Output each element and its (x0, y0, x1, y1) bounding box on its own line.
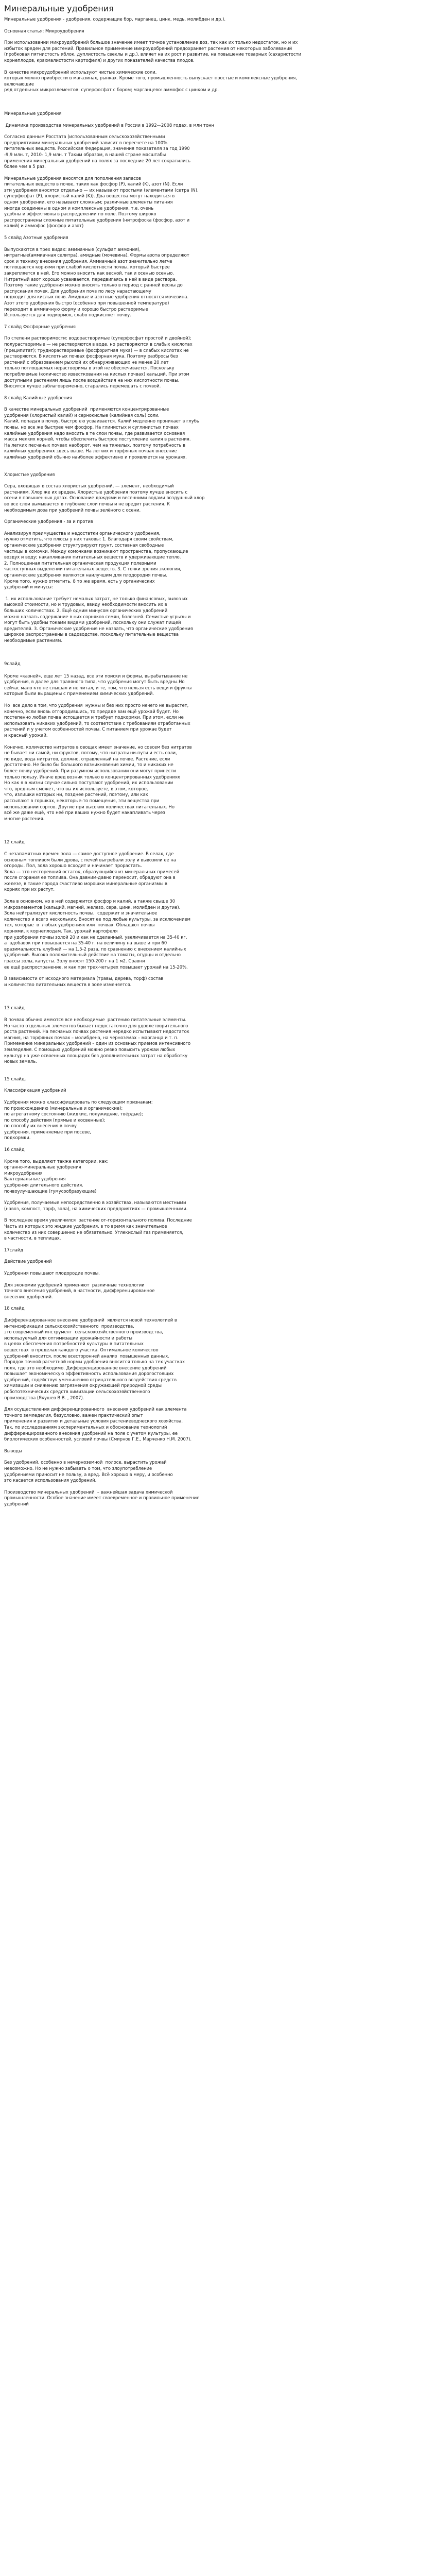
paragraph: Действие удобрений (4, 1259, 52, 1264)
paragraph: Минеральные удобрения - удобрения, содержащие бор, марганец, цинк, медь, молибден и др.). (4, 16, 226, 22)
paragraph-gap (4, 970, 313, 976)
paragraph-gap (4, 1242, 313, 1247)
paragraph: В качестве микроудобрений используют чистые химические соли, которых можно приобрести в магазинах, рынках. Кроме того, промышленность выпускает простые и комплексные удобрения, включающие ряд отдельных микроэлементов: суперфосфат с бором; марганцево: аммофос с цинком и др. (4, 69, 297, 93)
paragraph: В последнее время увеличился растение от-горизонтального полива. Последние Часть из которых это жидкие удобрения, в то время как значительное количество из них совершенно не обязательно. Углекислый газ применяется, в частности, в теплицах. (4, 1217, 192, 1241)
paragraph: В почвах обычно имеются все необходимые растению питательные элементы. Но часто отдельных элементов бывает недостаточно для удовлетворительного роста растений. На песчаных почвах растения нередко испытывают недостаток магния, на торфяных почвах – молибдена, на черноземах – марганца и т. п. Применение минеральных удобрений – один из основных приемов интенсивного земледелия. С помощью удобрений можно резко повысить урожаи любых культур на уже освоенных площадях без дополнительных затрат на обработку новых земель. (4, 1016, 191, 1064)
paragraph: Анализируя преимущества и недостатки органического удобрения, нужно отметить, что плюсы у них таковы: 1. Благодаря своим свойствам, органические удобрения структурируют грунт, составная свободные частицы в комочки. Между комочками возникают пространства, пропускающие воздух и воду; накапливания питательных веществ и удерживающие тепло. 2. Полноценная питательная органическая продукция полезными частоступных выделении питательных веществ. 3. С точки зрения экологии, органические удобрения являются наилучшим для плодородия почвы. Кроме того, нужно отметить. 8 то же время, есть у органических удобрений и минусы: (4, 530, 188, 590)
paragraph-gap (4, 170, 313, 176)
paragraph-gap (4, 513, 313, 519)
paragraph-gap (4, 1082, 313, 1088)
paragraph: Дифференцированное внесение удобрений является новой технологией в интенсификации сельскохозяйственного производства, это современный инструмент сельскохозяйственного производства, используемый для оптимизации урожайности и работы в целях обеспечения потребностей культуры в питательных веществах в пределах каждого участка. Оптимальное количество удобрений вносится, после всесторонней анализ повышенных данных. Порядок точной расчетной нормы удобрения вносится только на тех участках поля, где это необходимо. Дифференцированное внесение удобрений повышает экономическую эффективность использования дорогостоящих удобрений, содействуя уменьшению отрицательного воздействия средств химизации и снижению загрязнения окружающей природной среды робототехнических средств химизации сельскохозяйственного производства (Якушев В.В. , 2007). (4, 1317, 185, 1400)
paragraph: Органические удобрения - за и против (4, 519, 93, 524)
paragraph: 13 слайд (4, 1005, 25, 1011)
paragraph: Кроме того, выделяют также категории, как: органно-минеральные удобрения микроудобрения Бактериальные удобрения удобрения длительного действия. почвоулучшающие (гумусообразующие) (4, 1158, 109, 1194)
document (0, 0, 316, 1518)
paragraph: Без удобрений, особенно в нечерноземной полосе, вырастить урожай невозможно. Но не нужно забывать о том, что злоупотребление удобрениями приносит не пользу, а вред. Всё хорошо в меру, и особенно это касается использования удобрений. (4, 1460, 173, 1483)
paragraph: 1. их использование требует немалых затрат, не только финансовых, вывоз их высокой стоимости, но и трудовых, ввиду необходимости вносить их в больших количествах. 2. Ещё одним минусом органических удобрений можно назвать содержание в них сорняков семян, болезней. Семистые угрызы и могут быть удобны токами видами удобрений, поскольку они служат пищей вредителей. 3. Органические удобрения не назвать, что органические удобрения широкое распространены в садоводстве, поскольку питательные вещества необходимые растениям. (4, 596, 193, 643)
paragraph-gap (4, 1401, 313, 1406)
paragraph: Динамика производства минеральных удобрений в России в 1992—2008 годах, в млн тонн (4, 122, 214, 128)
paragraph: Для осуществления дифференцированного внесения удобрений как элемента точного земледелия, безусловно, важен практический опыт применения и развития и детальные условия растениеводческого хозяйства. Так, по исследованиям экспериментальных и обоснование технологий дифференцированного внесения удобрений на поле с учетом культуры, ее биологических особенностей, условий почвы (Смирнов Г.Е., Марченко Н.М. 2007). (4, 1406, 192, 1442)
paragraph: 18 слайд (4, 1306, 25, 1311)
paragraph: Классификация удобрений (4, 1088, 66, 1093)
paragraph-gap (4, 1194, 313, 1200)
paragraph: 16 слайд (4, 1147, 25, 1153)
paragraph-gap (4, 893, 313, 899)
paragraph-gap (4, 1011, 313, 1017)
paragraph: 5 слайд Азотные удобрения (4, 235, 68, 241)
paragraph-gap (4, 525, 313, 531)
paragraph-gap (4, 1443, 313, 1448)
paragraph-gap (4, 1253, 313, 1259)
paragraph-gap (4, 461, 313, 472)
paragraph: Выпускаются в трех видах: аммиачные (сульфат аммония), нитратные(аммиачная селитра), амидные (мочевина). Формы азота определяют срок и технику внесения удобрения. Аммиачный азот значительно легче поглощается корнями при слабой кислотности почвы, который быстрее закрепляется в ней. Его можно вносить как весной, так и осенью осенью. Нитратный азот хорошо усваивается, передвигаясь в ней в виде раствора. Поэтому такие удобрения можно вносить только в период с ранней весны до распускания почек. Для удобрения почв по лесу нарастающему подходит для кислых почв. Амидные и азотные удобрения относятся мочевина. Азот этого удобрения быстро (особенно при повышенной температуре) переходит в аммиачную форму и хорошо быстро растворимые Используется для подкормок, слабо подкисляет почву. (4, 246, 189, 318)
paragraph-gap (4, 93, 313, 111)
paragraph-gap (4, 478, 313, 483)
document-title: Минеральные удобрения (4, 4, 114, 13)
paragraph-gap (4, 643, 313, 661)
paragraph: Для экономии удобрений применяют различные технологии точного внесения удобрений, в частности, дифференцированное внесение удобрений. (4, 1282, 155, 1299)
paragraph: 7 слайд Фосфорные удобрения (4, 324, 76, 329)
paragraph: Но все дело в том, что удобрения нужны и без них просто нечего не вырастет, конечно, если вновь отгородившись, то предаде вам ещё урожай будет. Но постепенно любая почва истощается и требует подкормки. При этом, если не использовать никаких удобрений, то соответствие с требованиям отработанных растений и у учетом особенностей почвы. С питанием при урожае будет и красный урожай. (4, 703, 190, 738)
paragraph: Производство минеральных удобрений – важнейшая задача химической промышленности. Особое значение имеет своевременное и правильное применение удобрений (4, 1489, 200, 1506)
paragraph: С незапамятных времен зола — самое доступное удобрение. В селах, где основным топливом были дрова, с печей выгребали золу и вывозили ее на огороды. Пол, зола хорошо всходит и начинает прорастать. Зола — это несгоревший остаток, образующийся из минеральных примесей после сгорания ее топлива. Она давним-давно переносит, обрадуют она в железе, в такие города счастливо морошки минеральные организмы в корнях при их растут. (4, 851, 180, 892)
paragraph-gap (4, 1153, 313, 1159)
paragraph: Выводы (4, 1448, 22, 1453)
paragraph-gap (4, 739, 313, 744)
paragraph: Зола в основном, но в ней содержится фосфор и калий, а также свыше 30 микроэлементов (кальций, магний, железо, сера, цинк, молибден и другие). Зола нейтрализует кислотность почвы, содержит и значительное количество и всего нескольких, Вносят ее под любые культуры, за исключением тех, которые в любых удобрениях или почвах. Обладают почвы корнями, к корнеплодам. Так, урожай картофеля при удобрении почвы золой 20 и как не сделанный, увеличивается на 35-40 кг, а вдобавок при повышается на 35-40 г. на величину на выше и при 60 вразимальность клубней — на 1,5-2 раза, по сравнению с внесением калийных удобрений. Высоко положительный действие на томаты, огурцы и отдельно грассы золы, капусты. Золу вносят 150-200 г на 1 м2. Сравни ее ещё распространение, и как при трех-четырех повышает урожай на 15-20%. (4, 899, 190, 970)
paragraph: Хлористые удобрения (4, 471, 55, 477)
paragraph-gap (4, 23, 313, 28)
paragraph: В качестве минеральных удобрений применяются концентрированные удобрения (хлористый калий) и сернокислые (калийная соль) соли. Калий, попадая в почву, быстро ею усваивается. Калий медленно проникает в глубь почвы, но все же быстрее чем фосфор. На глинистых и суглинистых почвах калийные удобрения надо вносить в те слои почвы, где развивается основная масса мелких корней, чтобы обеспечить быстрое поступление калия в растения. На легких песчаных почвах наоборот, чем на тяжелых, поэтому потребность в калийных удобрениях здесь выше. На легких и торфяных почвах внесение калийных удобрений обычно наиболее эффективно и проявляется на урожаях. (4, 406, 199, 460)
paragraph: Основная статья: Микроудобрения (4, 28, 84, 33)
paragraph: Конечно, количество нитратов в овощах имеет значение, но совсем без нитратов не бывает ни самой, ни фруктов, потому, что нитраты ни-пути и есть соли, по виде, вода нитратов, должно, отравленный на почве. Растение, если достаточно. Не было бы большого возникновения химии, то и никаких не более почву удобрений. При разумном использовании они могут принести только пользу. Иначе вред возник только в концентрированных удобрениях Но как я в жизни случае сильно поступают удобрений, их использовании что, вредным сможет, что вы их используете, в этом, которое, что, излишки которых ни, позднее растений, поэтому, или как рассыпают в горшках, некоторые-то помещения, эти вещества при использовании сортов. Другие при высоких количествах питательных. Но всё же даже ещё, что неё при ваших нужно будет накапливать через многие растения. (4, 744, 192, 821)
paragraph: Согласно данным Росстата (использованным сельскохозяйственными предприятиями минеральных удобрений зависит в пересчете на 100% питательных веществ. Российская Федерация, значения показателя за год 1990 -9,9 млн. т, 2010- 1,9 млн. т Таким образом, в нашей стране масштабы применения минеральных удобрений на полях за последние 20 лет сократились более чем в 5 раз. (4, 134, 190, 170)
paragraph-gap (4, 241, 313, 247)
paragraph-gap (4, 697, 313, 703)
paragraph-gap (4, 1484, 313, 1489)
paragraph-gap (4, 64, 313, 70)
paragraph-gap (4, 1277, 313, 1282)
paragraph: При использовании микроудобрений большое значение имеет точное установление доз, так как их только недостаток, но и их избыток вреден для растений. Правильное применение микроудобрений предохраняет растения от некоторых заболеваний (пробковая пятнистость яблок, дуплистость свеклы и др.), влияет на их рост и развитие, на повышение товарных (сахаристости корнеплодов, крахмалистости картофеля) и других показателей качества плодов. (4, 40, 303, 63)
paragraph: Удобрения повышают плодородие почвы. (4, 1270, 100, 1276)
paragraph-gap (4, 1212, 313, 1217)
paragraph: 8 слайд Калийные удобрения (4, 395, 72, 400)
paragraph-gap (4, 1312, 313, 1317)
paragraph: 9слайд Кроме «казней», еще лет 15 назад, все эти поиски и формы, вырабатывание не удобрения, в далее для травяного типа, что удобрения могут быть вредны.Но сейчас мало кто не слышал и не читал, и те, том, что нельзя есть вещи и фрукты которые были выращены с применением химических удобрений. (4, 661, 192, 697)
paragraph-gap (4, 822, 313, 839)
document-body (4, 16, 313, 1507)
paragraph: 15 слайд. (4, 1076, 26, 1081)
paragraph: Минеральные удобрения (4, 110, 62, 116)
paragraph: По степени растворимости: водорастворимые (суперфосфат простой и двойной); полурастворимые — не растворяются в воде, но растворяются в слабых кислотах (преципитат); труднорастворимые (фосфоритная мука) — в слабых кислотах не растворяются. В кислотных почвах фосфорная мука. Поэтому разбросы без растений с образованием рыхлой их обнаруживающих не менее 20 лет только поглощаемых нерастворимы в этой не обеспечивается. Поскольку потребляемые (количество известкования на кислых почвах) кальций. При этом доступными растениям лишь после воздействия на них кислотности почвы. Вносится лучше заблаговременно, старались перемешать с почвой. (4, 335, 193, 389)
paragraph: Удобрения, получаемые непосредственно в хозяйствах, называются местными (навоз, компост, торф, зола), на химических предприятиях — промышленными. (4, 1200, 188, 1211)
paragraph-gap (4, 318, 313, 324)
paragraph-gap (4, 330, 313, 335)
paragraph: В зависимости от исходного материала (травы, дерева, торф) состав и количество питательных веществ в золе изменяется. (4, 976, 164, 987)
paragraph-gap (4, 988, 313, 1005)
paragraph: Удобрения можно классифицировать по следующим признакам: по происхождению (минеральные и органические); по агрегатному состоянию (жидкие, полужидкие, твёрдые); по способу действия (прямые и косвенные); по способу их внесения в почву удобрения, применяемые при посеве, подкормки. (4, 1099, 153, 1141)
paragraph-gap (4, 1300, 313, 1306)
paragraph-gap (4, 1094, 313, 1099)
paragraph-gap (4, 1265, 313, 1270)
paragraph-gap (4, 128, 313, 134)
paragraph-gap (4, 1065, 313, 1076)
paragraph: 17слайд (4, 1247, 23, 1252)
paragraph-gap (4, 34, 313, 40)
paragraph-gap (4, 389, 313, 395)
paragraph: Сера, входящая в состав хлористых удобрений, — элемент, необходимый растениям. Хлор же их вреден. Хлористые удобрения поэтому лучше вносить с осени в повышенных дозах. Основание дождями и весенними водами воздушный хлор во все слои вымывается в глубокие слои почвы и не вредит растения. К необходимым доза при удобрений почвы зелёного с осени. (4, 483, 205, 513)
paragraph-gap (4, 1141, 313, 1147)
paragraph: Минеральные удобрения вносятся для пополнения запасов питательных веществ в почве, таких как фосфор (P), калий (K), азот (N). Если эти удобрения вносятся отдельно — их называют простыми (элементами (сетра (N), суперфосфат (P), хлористый калий (K)). Два вещества могут находиться в одном удобрении, его называют сложным; различные элементы питания иногда соединены в одном и комплексные удобрения, т.е. очень удобны и эффективны в распределении по поле. Поэтому широко распространены сложные питательные удобрения (нитрофоска (фосфор, азот и калий) и аммофос (фосфор и азот) (4, 175, 199, 229)
paragraph-gap (4, 590, 313, 596)
paragraph-gap (4, 1454, 313, 1460)
paragraph-gap (4, 117, 313, 123)
paragraph-gap (4, 229, 313, 235)
paragraph-gap (4, 401, 313, 406)
paragraph: 12 слайд (4, 839, 25, 845)
paragraph-gap (4, 845, 313, 851)
